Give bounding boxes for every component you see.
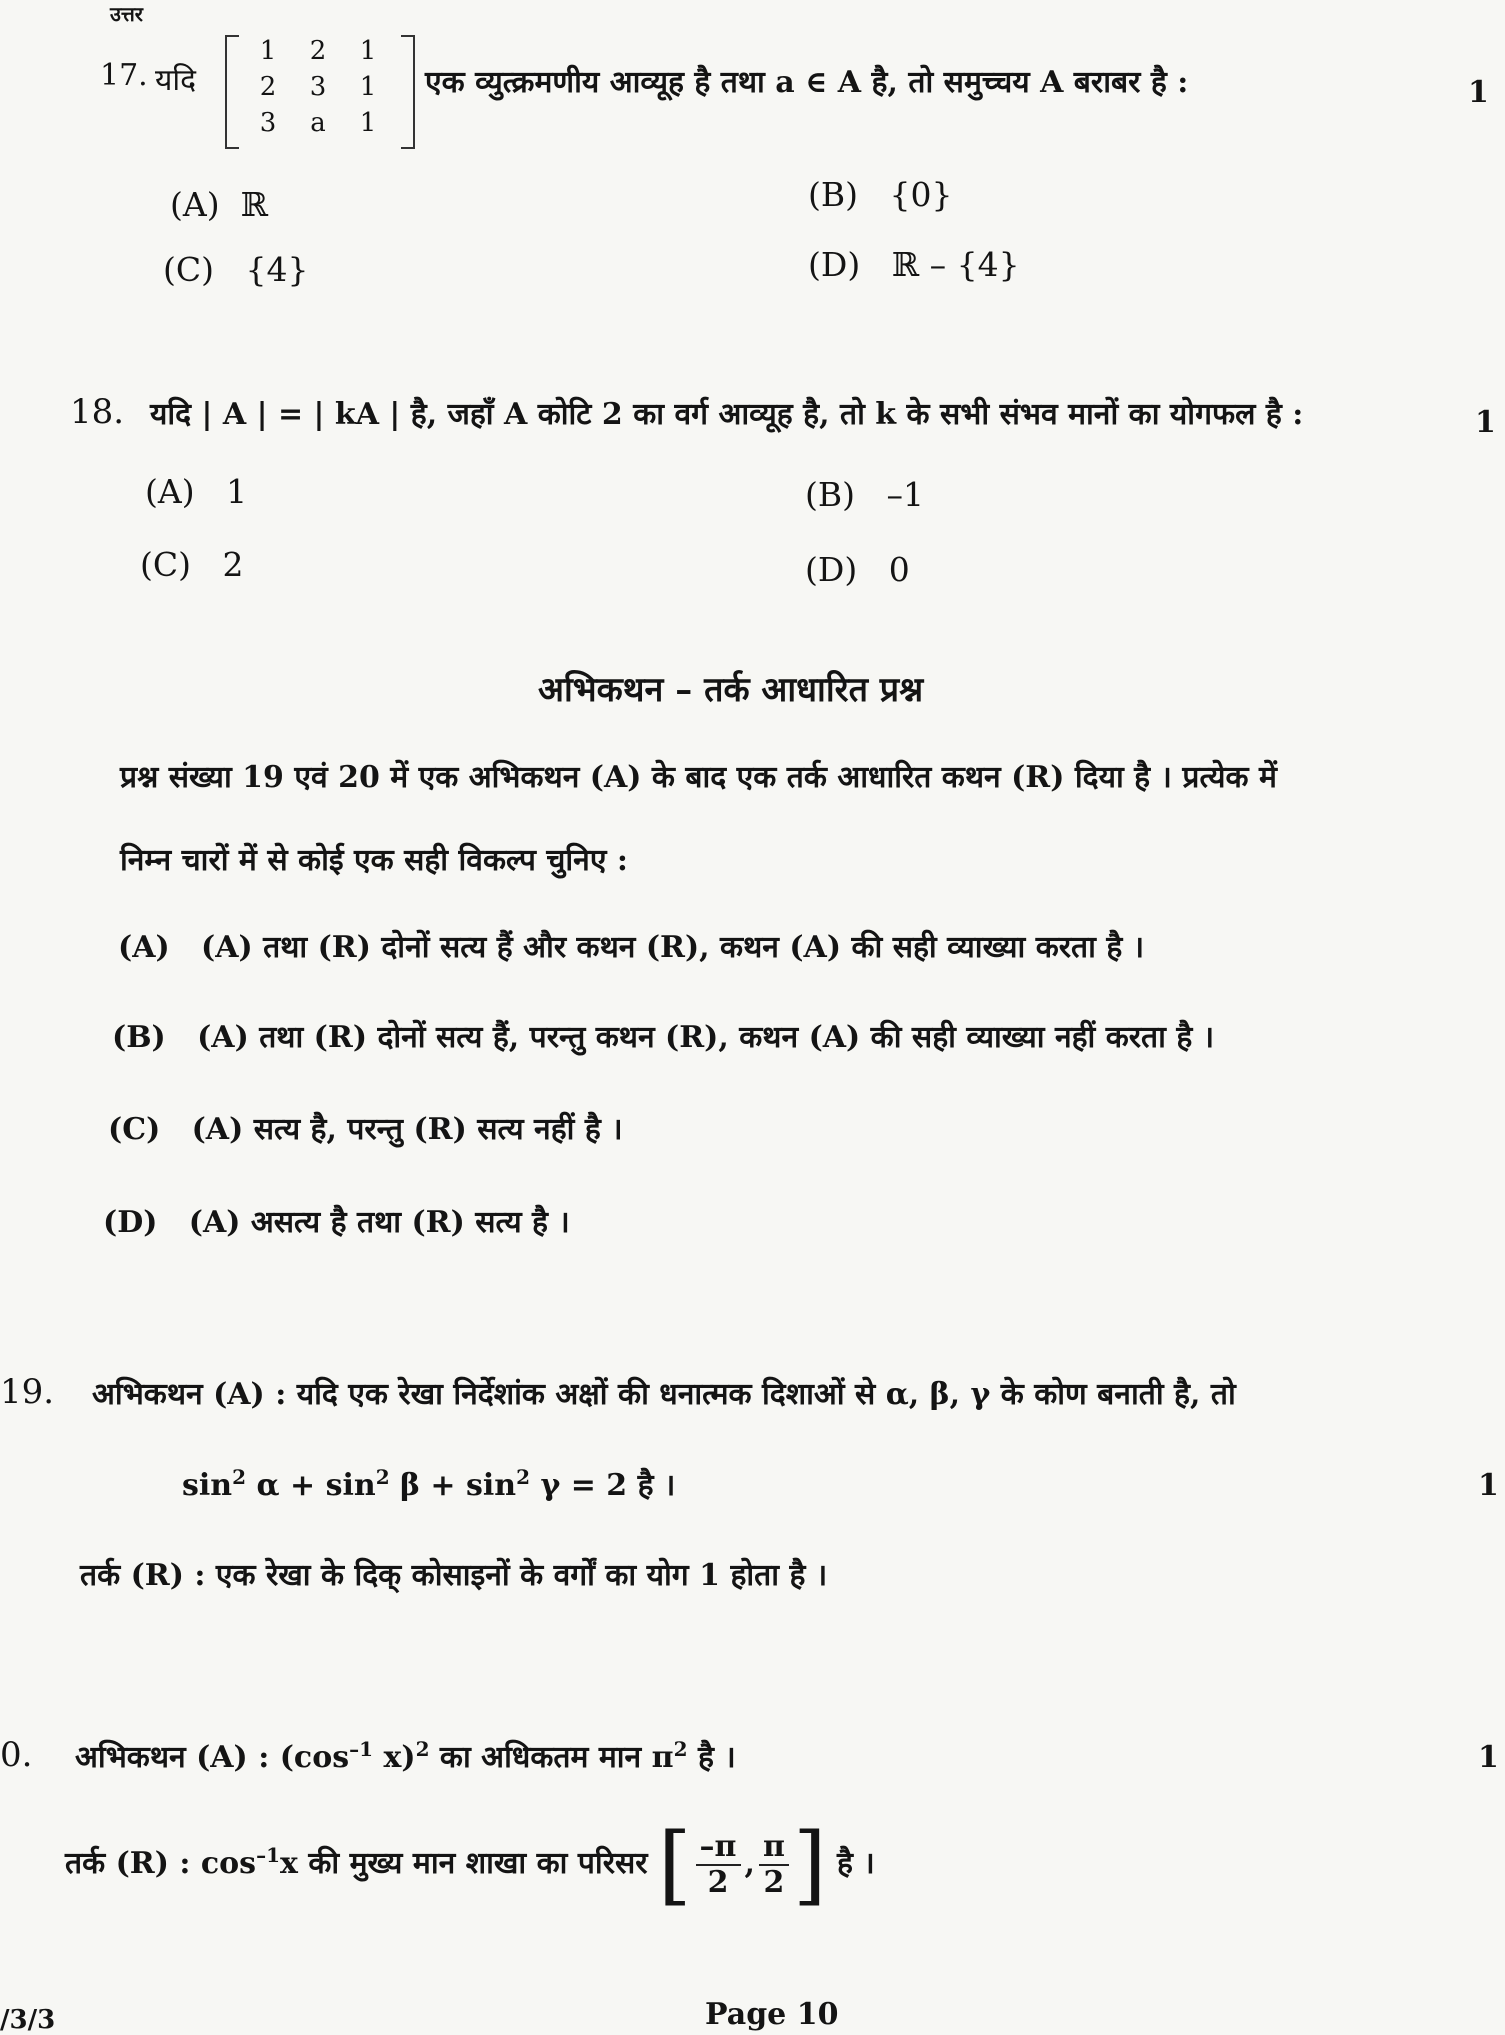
q20-marks: 1: [1478, 1740, 1499, 1775]
formula-sup: –1: [349, 1737, 374, 1761]
choice-label: (C): [108, 1112, 161, 1147]
q17-number: 17.: [100, 58, 148, 93]
assertion-text: यदि एक रेखा निर्देशांक अक्षों की धनात्मक दिशाओं से α, β, γ के कोण बनाती है, तो: [296, 1377, 1236, 1412]
formula-sup: 2: [415, 1737, 430, 1761]
choice-d: [103, 1200, 570, 1241]
formula-sup: 2: [673, 1737, 688, 1761]
section-intro-line2: निम्न चारों में से कोई एक सही विकल्प चुनिए :: [120, 843, 628, 878]
page-number: Page 10: [705, 1997, 839, 2032]
formula-part: (cos: [279, 1740, 350, 1775]
q17-option-b: [808, 175, 952, 214]
q19-reason: [80, 1553, 827, 1594]
q17-prefix: यदि: [155, 63, 197, 98]
choice-label: (B): [112, 1020, 166, 1055]
formula-sup: 2: [375, 1465, 390, 1489]
q17-option-a: [170, 185, 268, 224]
option-label: (D): [808, 245, 861, 284]
formula-sup: 2: [516, 1465, 531, 1489]
formula-part: है ।: [687, 1740, 736, 1775]
reason-text: एक रेखा के दिक् कोसाइनों के वर्गों का योग 1 होता है ।: [215, 1558, 828, 1593]
matrix-cell: 3: [309, 72, 327, 102]
choice-c: [108, 1107, 623, 1148]
option-value: 2: [222, 545, 244, 584]
q18-marks: 1: [1475, 405, 1496, 440]
q18-option-b: [805, 475, 924, 514]
matrix-cell: 1: [359, 72, 377, 102]
q18-option-d: [805, 550, 910, 589]
option-label: (C): [163, 250, 214, 289]
choice-text: (A) तथा (R) दोनों सत्य हैं, परन्तु कथन (R), कथन (A) की सही व्याख्या नहीं करता है ।: [197, 1020, 1215, 1055]
fraction-pi-over-2: [759, 1830, 789, 1900]
choice-a: [118, 925, 1144, 966]
choice-text: (A) तथा (R) दोनों सत्य हैं और कथन (R), कथन (A) की सही व्याख्या करता है ।: [201, 930, 1145, 965]
fraction-neg-pi-over-2: [696, 1830, 741, 1900]
q18-text: यदि | A | = | kA | है, जहाँ A कोटि 2 का वर्ग आव्यूह है, तो k के सभी संभव मानों का योगफल है :: [150, 397, 1304, 432]
fraction-denominator: 2: [763, 1865, 785, 1900]
option-value: {4}: [245, 250, 309, 289]
option-value: {0}: [889, 175, 953, 214]
assertion-label: अभिकथन (A) :: [92, 1377, 287, 1412]
option-value: 0: [888, 550, 910, 589]
option-label: (B): [808, 175, 858, 214]
option-value: ℝ: [240, 185, 269, 224]
q17-marks: 1: [1468, 75, 1489, 110]
choice-text: (A) सत्य है, परन्तु (R) सत्य नहीं है ।: [191, 1112, 623, 1147]
option-value: 1: [226, 472, 248, 511]
formula-part: γ = 2 है ।: [530, 1468, 676, 1503]
q18-number: 18.: [70, 392, 125, 432]
reason-label: तर्क (R) :: [80, 1558, 206, 1593]
option-label: (A): [170, 185, 220, 224]
formula-part: का अधिकतम मान π: [429, 1740, 674, 1775]
fraction-denominator: 2: [707, 1865, 729, 1900]
formula-part: x की मुख्य मान शाखा का परिसर: [279, 1846, 648, 1881]
q20-number: 0.: [0, 1735, 33, 1775]
formula-part: cos: [200, 1846, 257, 1881]
matrix-cell: 1: [359, 36, 377, 66]
matrix-cell: 3: [259, 108, 277, 138]
formula-sup: –1: [256, 1843, 280, 1867]
comma: ,: [744, 1846, 755, 1881]
matrix-cell: 2: [309, 36, 327, 66]
matrix-cell: 1: [359, 108, 377, 138]
q19-number: 19.: [0, 1372, 55, 1412]
fraction-numerator: –π: [696, 1830, 741, 1866]
q19-formula: [182, 1463, 675, 1504]
matrix-cell: 1: [259, 36, 277, 66]
option-label: (B): [805, 475, 855, 514]
formula-part: α + sin: [246, 1468, 376, 1503]
matrix-cell: a: [310, 108, 326, 138]
right-bracket: ]: [792, 1815, 827, 1915]
q17-option-d: [808, 245, 1020, 284]
q18-option-c: [140, 545, 243, 584]
section-intro-line1: प्रश्न संख्या 19 एवं 20 में एक अभिकथन (A) के बाद एक तर्क आधारित कथन (R) दिया है । प्रत्येक में: [120, 760, 1277, 795]
footer-code: /3/3: [0, 2005, 56, 2035]
q17-option-c: [163, 250, 308, 289]
formula-part: β + sin: [389, 1468, 517, 1503]
formula-sup: 2: [232, 1465, 247, 1489]
option-value: –1: [886, 475, 924, 514]
q17-matrix: [225, 35, 415, 145]
option-label: (D): [805, 550, 858, 589]
fraction-numerator: π: [759, 1830, 789, 1866]
option-value: ℝ – {4}: [891, 245, 1020, 284]
formula-part: x): [373, 1740, 416, 1775]
option-label: (C): [140, 545, 191, 584]
q18-option-a: [145, 472, 247, 511]
q19-assertion: [92, 1372, 1236, 1413]
choice-b: [112, 1015, 1214, 1056]
q19-marks: 1: [1478, 1468, 1499, 1503]
reason-label: तर्क (R) :: [65, 1846, 191, 1881]
choice-label: (A): [118, 930, 170, 965]
q20-assertion: [75, 1735, 736, 1776]
option-label: (A): [145, 472, 195, 511]
formula-part: sin: [182, 1468, 233, 1503]
matrix-cell: 2: [259, 72, 277, 102]
header-mark: उत्तर: [110, 2, 143, 26]
assertion-label: अभिकथन (A) :: [75, 1740, 270, 1775]
choice-text: (A) असत्य है तथा (R) सत्य है ।: [188, 1205, 570, 1240]
section-title: अभिकथन – तर्क आधारित प्रश्न: [538, 670, 924, 710]
formula-part: है ।: [826, 1846, 875, 1881]
q20-reason: [65, 1815, 875, 1915]
q17-text: एक व्युत्क्रमणीय आव्यूह है तथा a ∈ A है, तो समुच्चय A बराबर है :: [425, 65, 1189, 100]
choice-label: (D): [103, 1205, 158, 1240]
left-bracket: [: [657, 1815, 692, 1915]
